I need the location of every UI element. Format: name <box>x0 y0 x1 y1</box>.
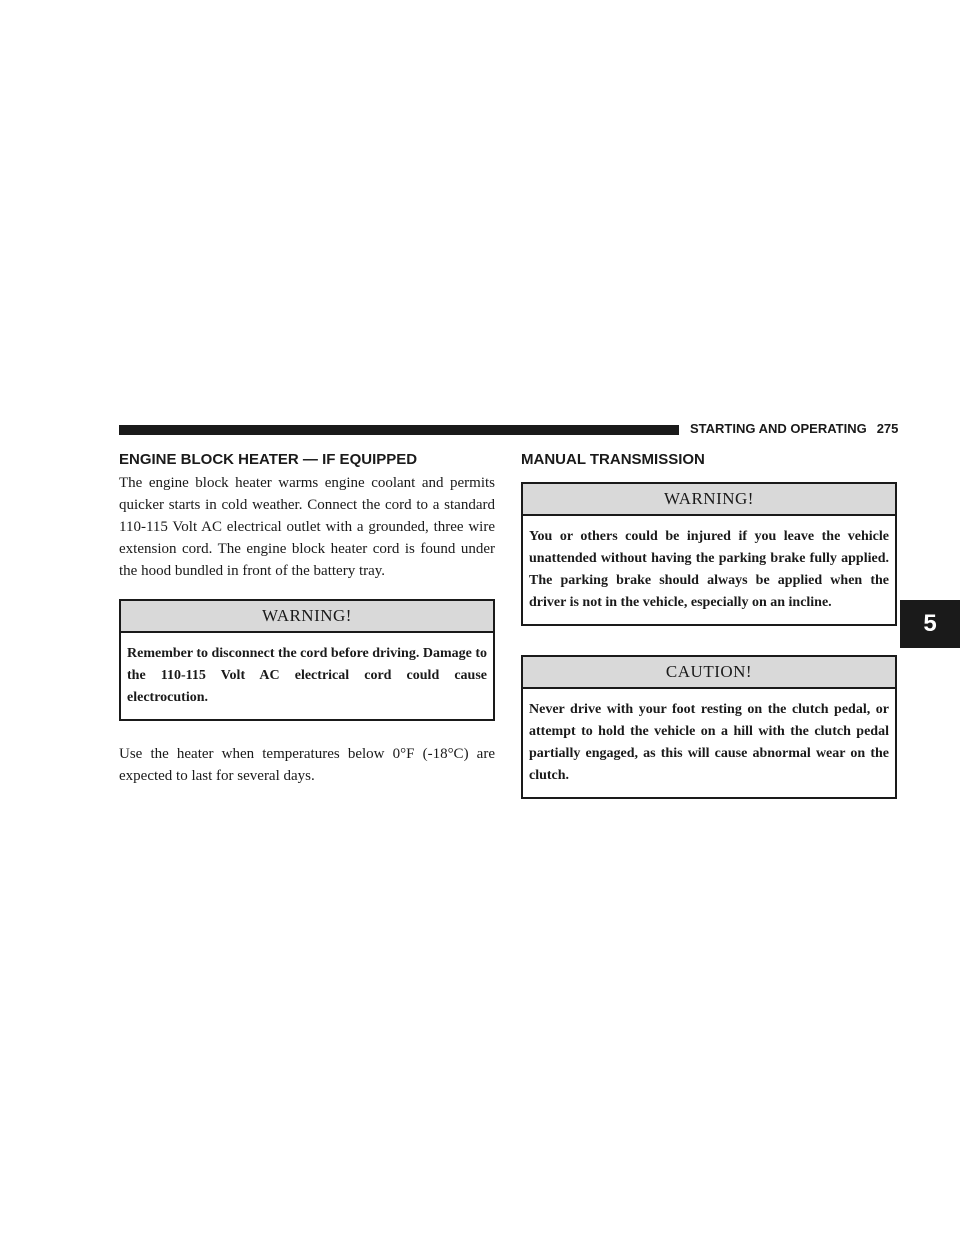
right-column <box>521 448 897 799</box>
left-column <box>119 448 495 787</box>
chapter-tab: 5 <box>900 600 960 648</box>
caution-text: Never drive with your foot resting on the clutch pedal, or attempt to hold the vehicle on a hill with the clutch pedal partially engaged, as this will cause abnormal wear on the clutch. <box>529 702 889 783</box>
header-rule <box>119 425 679 435</box>
warning-box-disconnect-cord <box>119 599 495 721</box>
page-number: 275 <box>876 421 899 436</box>
caution-box-clutch <box>521 655 897 799</box>
warning-heading: WARNING! <box>523 484 895 516</box>
header-section-title: STARTING AND OPERATING <box>690 421 867 436</box>
warning-heading: WARNING! <box>121 601 493 633</box>
warning-text: Remember to disconnect the cord before driving. Damage to the 110-115 Volt AC electrical cord could cause electrocution. <box>127 646 487 705</box>
engine-block-heater-intro: The engine block heater warms engine coolant and permits quicker starts in cold weather. Connect the cord to a standard 110-115 Volt AC electrical outlet with a grounded, three wire extension cord. The engine block heater cord is found under the hood bundled in front of the battery tray. <box>119 475 495 579</box>
manual-transmission-heading: MANUAL TRANSMISSION <box>521 451 705 468</box>
warning-box-parking-brake <box>521 482 897 626</box>
engine-block-heater-usage: Use the heater when temperatures below 0°F (-18°C) are expected to last for several days. <box>119 746 495 784</box>
running-header <box>690 421 898 436</box>
warning-text: You or others could be injured if you leave the vehicle unattended without having the parking brake fully applied. The parking brake should always be applied when the driver is not in the vehicle, especially on an incline. <box>529 529 889 610</box>
caution-heading: CAUTION! <box>523 657 895 689</box>
engine-block-heater-heading: ENGINE BLOCK HEATER — IF EQUIPPED <box>119 451 418 468</box>
